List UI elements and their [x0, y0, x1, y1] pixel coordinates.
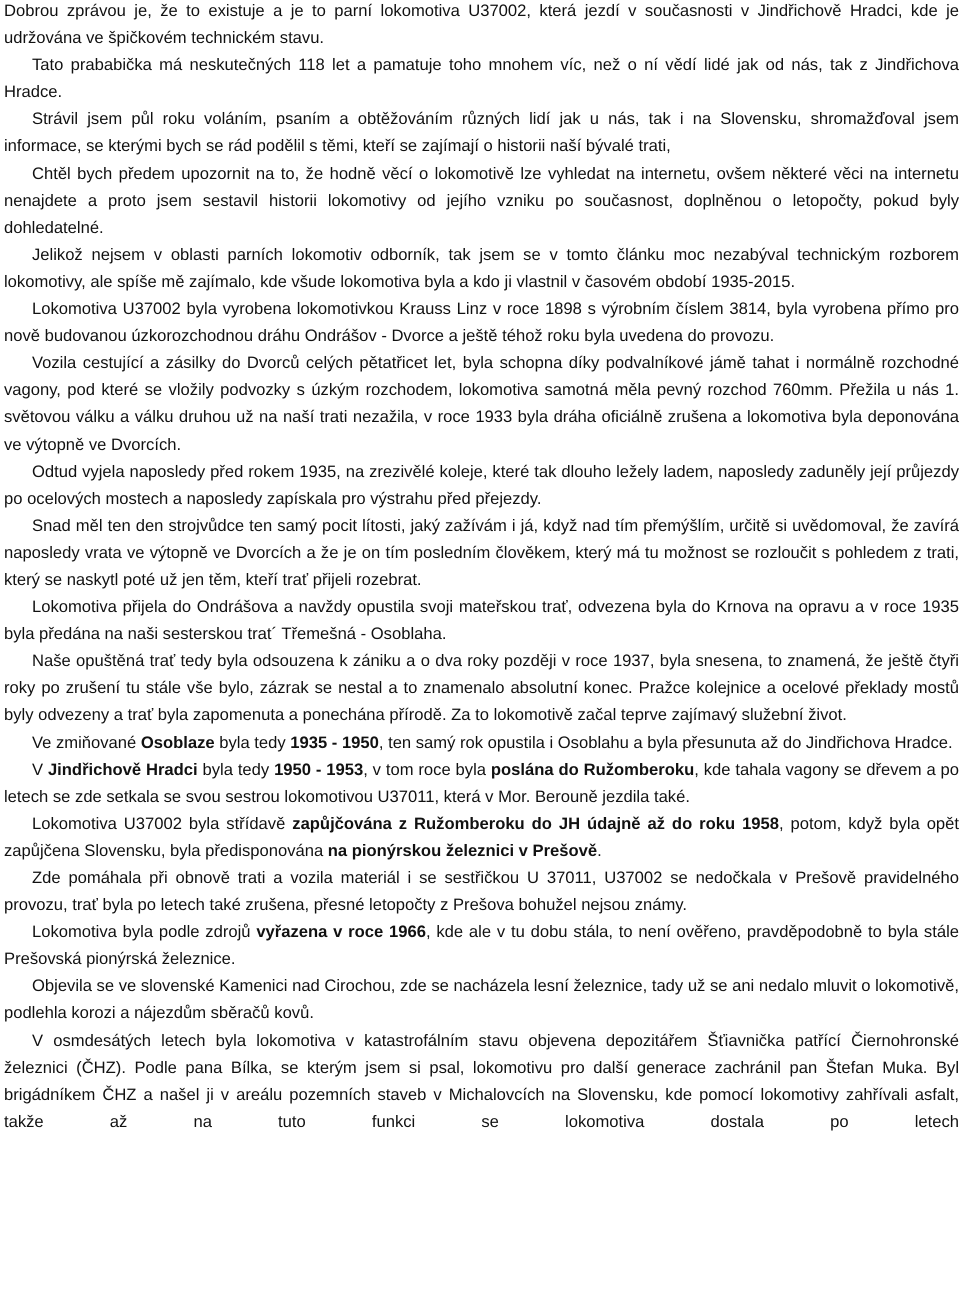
- bold-presov: na pionýrskou železnici v Prešově: [327, 840, 598, 860]
- paragraph-decommission: [4, 918, 959, 972]
- paragraph-rescue: V osmdesátých letech byla lokomotiva v katastrofálním stavu objevena depozitářem Šťiavnička patřící Čiernohronské železnici (ČHZ). Podle pana Bílka, se kterým jsem si psal, lokomotivu pro další generace zachránil pan Štefan Muka. Byl brigádníkem ČHZ a našel ji v areálu pozemních staveb v Michalovcích na Slovensku, kde pomocí lokomotivy zahřívali asfalt, takže až na tuto funkci se lokomotiva dostala po letech: [4, 1030, 959, 1131]
- bold-years: 1935 - 1950: [290, 732, 379, 752]
- text-span: , ten samý rok opustila i Osoblahu a byla přesunuta až do Jindřichova Hradce.: [378, 732, 953, 752]
- text-span: , kde tahala vagony se dřevem a po letech se zde setkala se svou sestrou lokomotivou U37011, která v Mor. Berouně jezdila také.: [4, 759, 960, 806]
- paragraph-service: Vozila cestující a zásilky do Dvorců celých pětatřicet let, byla schopna díky podvalníkové jámě tahat i normálně rozchodné vagony, pod které se vložily podvozky s úzkým rozchodem, lokomotiva samotná měla pevný rozchod 760mm. Přežila u nás 1. světovou válku a válku druhou už na naší trati nezažila, v roce 1933 byla dráha oficiálně zrušena a lokomotiva byla deponována ve výtopně ve Dvorcích.: [4, 353, 959, 454]
- paragraph-manufacture: Lokomotiva U37002 byla vyrobena lokomotivkou Krauss Linz v roce 1898 s výrobním číslem 3814, byla vyrobena přímo pro nově budovanou úzkorozchodnou dráhu Ondrášov - Dvorce a ještě téhož roku byla uvedena do provozu.: [4, 299, 959, 346]
- paragraph-presov: Zde pomáhala při obnově trati a vozila materiál i se sestřičkou U 37011, U37002 se nedočkala v Prešově pravidelného provozu, trať byla po letech také zrušena, přesné letopočty z Prešova bohužel nejsou známy.: [4, 868, 959, 915]
- paragraph-disclaimer: Jelikož nejsem v oblasti parních lokomotiv odborník, tak jsem se v tomto článku moc nezabýval technickým rozborem lokomotivy, ale spíše mě zajímalo, kde všude lokomotiva byla a kdo ji vlastnil v časovém období 1935-2015.: [4, 244, 959, 291]
- text-span: , kde ale v tu dobu stála, to není ověřeno, pravděpodobně to byla stále Prešovská pionýrská železnice.: [4, 922, 959, 969]
- bold-years: 1950 - 1953: [274, 759, 364, 779]
- bold-place: Osoblaze: [140, 732, 215, 752]
- text-span: V: [32, 759, 48, 779]
- text-span: Lokomotiva byla podle zdrojů: [32, 922, 257, 942]
- text-span: Lokomotiva U37002 byla střídavě: [32, 813, 293, 833]
- paragraph-last-ride: Odtud vyjela naposledy před rokem 1935, na zrezivělé koleje, které tak dlouho ležely ladem, naposledy zaduněly její průjezdy po ocelových mostech a naposledy zapískala pro výstrahu před přejezdy.: [4, 461, 959, 508]
- text-span: Ve zmiňované: [32, 732, 141, 752]
- paragraph-intro: Dobrou zprávou je, že to existuje a je to parní lokomotiva U37002, která jezdí v současnosti v Jindřichově Hradci, kde je udržována ve špičkovém technickém stavu.: [4, 1, 959, 48]
- paragraph-kamenica: Objevila se ve slovenské Kamenici nad Cirochou, zde se nacházela lesní železnice, tady už se ani nedalo mluvit o lokomotivě, podlehla korozi a nájezdům sběračů kovů.: [4, 976, 959, 1023]
- paragraph-notice: Chtěl bych předem upozornit na to, že hodně věcí o lokomotivě lze vyhledat na internetu, ovšem některé věci na internetu nenajdete a proto jsem sestavil historii lokomotivy od jejího vzniku po současnost, doplněnou o letopočty, pokud byly dohledatelné.: [4, 163, 959, 237]
- bold-loan: zapůjčována z Ružomberoku do JH údajně až do roku 1958: [292, 813, 779, 833]
- text-span: byla tedy: [214, 732, 291, 752]
- article-body: [4, 0, 959, 1135]
- paragraph-loans: [4, 810, 959, 864]
- paragraph-research: Strávil jsem půl roku voláním, psaním a obtěžováním různých lidí jak u nás, tak i na Slovensku, shromažďoval jsem informace, se kterými bych se rád podělil s těmi, kteří se zajímají o historii naší bývalé trati,: [4, 109, 959, 156]
- bold-decommission: vyřazena v roce 1966: [256, 922, 426, 942]
- bold-place: Jindřichově Hradci: [47, 759, 198, 779]
- text-span: , potom, když byla opět zapůjčena Slovensku, byla předisponována: [4, 813, 959, 860]
- paragraph-jindrichuv-hradec: [4, 756, 959, 810]
- text-span: byla tedy: [197, 759, 275, 779]
- paragraph-dismantling: Naše opuštěná trať tedy byla odsouzena k zániku a o dva roky později v roce 1937, byla snesena, to znamená, že ještě čtyři roky po zrušení tu stále vše bylo, zázrak se nestal a to znamenalo absolutní konec. Pražce kolejnice a ocelové překlady mostů byly odvezeny a trať byla zapomenuta a ponechána přírodě. Za to lokomotivě začal teprve zajímavý služební život.: [4, 651, 959, 725]
- paragraph-age: Tato prababička má neskutečných 118 let a pamatuje toho mnohem víc, než o ní vědí lidé jak od nás, tak z Jindřichova Hradce.: [4, 55, 959, 102]
- text-span: , v tom roce byla: [363, 759, 491, 779]
- paragraph-osoblaha: [4, 729, 959, 756]
- paragraph-transfer: Lokomotiva přijela do Ondrášova a navždy opustila svoji mateřskou trať, odvezena byla do Krnova na opravu a v roce 1935 byla předána na naši sesterskou trat´ Třemešná - Osoblaha.: [4, 597, 959, 644]
- text-span: .: [597, 840, 602, 860]
- paragraph-driver: Snad měl ten den strojvůdce ten samý pocit lítosti, jaký zažívám i já, když nad tím přemýšlím, určitě si uvědomoval, že zavírá naposledy vrata ve výtopně ve Dvorcích a že je on tím posledním člověkem, který má tu možnost se rozloučit s pohledem z trati, který se naskytl poté už jen těm, kteří trať přijeli rozebrat.: [4, 515, 959, 589]
- bold-sent: poslána do Ružomberoku: [490, 759, 695, 779]
